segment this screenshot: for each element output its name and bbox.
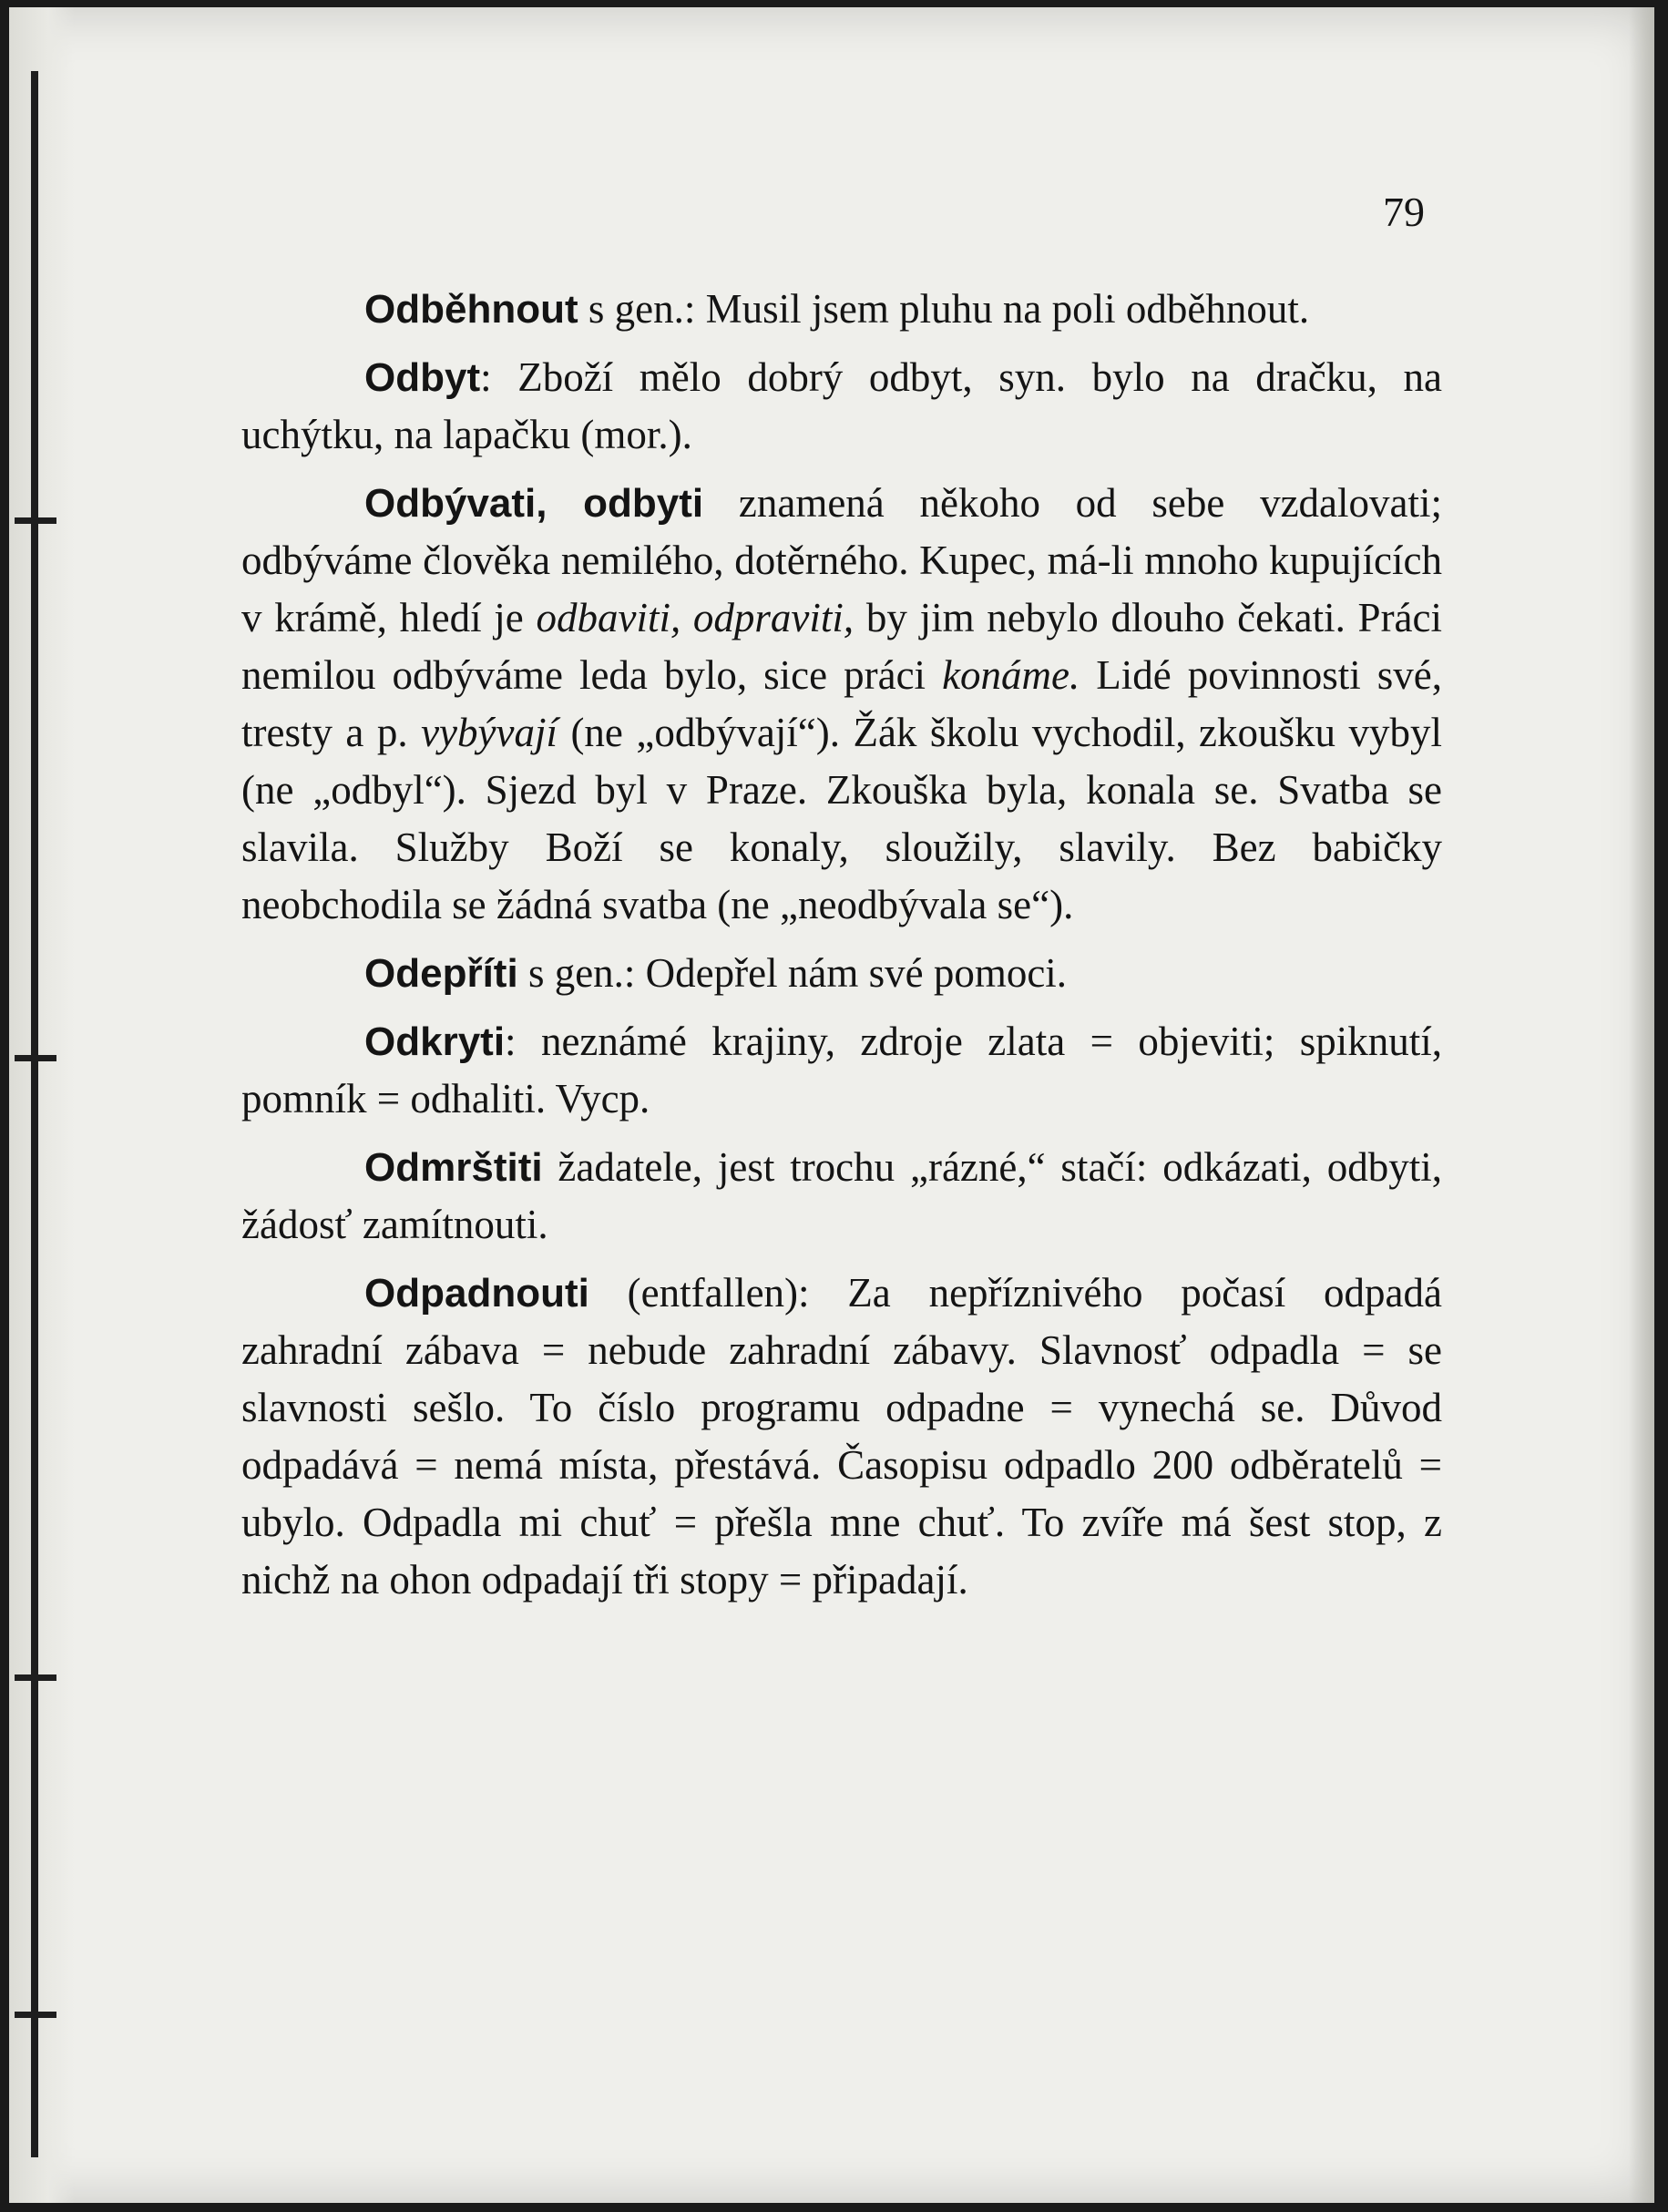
entry-text: : Zboží mělo dobrý odbyt, syn. bylo na dračku, na uchýtku, na lapačku (mor.). [241, 354, 1442, 457]
entry-text: (ne „odbývají“). Žák školu vychodil, zkoušku vybyl (ne „odbyl“). Sjezd byl v Praze. Zkouška byla, konala se. Svatba se slavila. Služby Boží se konaly, sloužily, slavily. Bez babičky neobchodila se žádná svatba (ne „neodbývala se“). [241, 710, 1442, 927]
entry-italic-text: konáme. [942, 652, 1080, 698]
entry-text: žadatele, jest trochu „rázné,“ stačí: odkázati, odbyti, žádosť zamítnouti. [241, 1144, 1442, 1247]
dictionary-entry [241, 1265, 1442, 1609]
binding-tick-mark [15, 2012, 56, 2018]
page-binding-shadow [9, 7, 75, 2203]
entry-italic-text: vybývají [421, 710, 558, 755]
entry-text: : neznámé krajiny, zdroje zlata = objeviti; spiknutí, pomník = odhaliti. Vycp. [241, 1019, 1442, 1121]
entry-text: by jim nebylo dlouho čekati. Práci nemilou odbýváme leda bylo, sice práci [241, 595, 1443, 698]
binding-tick-mark [15, 1055, 56, 1061]
entry-headword: Odbývati, odbyti [364, 481, 704, 526]
entry-headword: Odběhnout [364, 287, 578, 332]
binding-tick-mark [15, 1674, 56, 1681]
entry-headword: Odbyt [364, 355, 481, 400]
entry-text: Lidé povinnosti své, tresty a p. [241, 652, 1442, 755]
dictionary-entry [241, 1013, 1442, 1128]
dictionary-entry [241, 349, 1442, 464]
entry-headword: Odepříti [364, 951, 518, 996]
book-page [9, 7, 1654, 2203]
dictionary-text [241, 281, 1442, 1620]
binding-edge-line [31, 71, 38, 2157]
page-right-edge-shadow [1629, 7, 1654, 2203]
entry-headword: Odpadnouti [364, 1271, 589, 1316]
entry-italic-text: odbaviti, odpraviti, [536, 595, 854, 640]
binding-tick-mark [15, 517, 56, 524]
entry-text: znamená někoho od sebe vzdalovati; odbýváme člověka nemilého, dotěrného. Kupec, má-li mnoho kupujících v krámě, hledí je [241, 480, 1442, 640]
dictionary-entry [241, 1139, 1442, 1254]
entry-text: (entfallen): Za nepříznivého počasí odpadá zahradní zábava = nebude zahradní zábavy. Slavnosť odpadla = se slavnosti sešlo. To číslo programu odpadne = vynechá se. Důvod odpadává = nemá místa, přestává. Časopisu odpadlo 200 odběratelů = ubylo. Odpadla mi chuť = přešla mne chuť. To zvíře má šest stop, z nichž na ohon odpadají tři stopy = připadají. [241, 1270, 1442, 1603]
dictionary-entry [241, 945, 1442, 1002]
entry-text: s gen.: Musil jsem pluhu na poli odběhnout. [578, 286, 1310, 332]
entry-headword: Odkryti [364, 1019, 506, 1064]
entry-headword: Odmrštiti [364, 1145, 543, 1190]
dictionary-entry [241, 475, 1442, 934]
entry-text: s gen.: Odepřel nám své pomoci. [517, 950, 1068, 996]
page-number: 79 [1383, 189, 1425, 235]
dictionary-entry [241, 281, 1442, 338]
